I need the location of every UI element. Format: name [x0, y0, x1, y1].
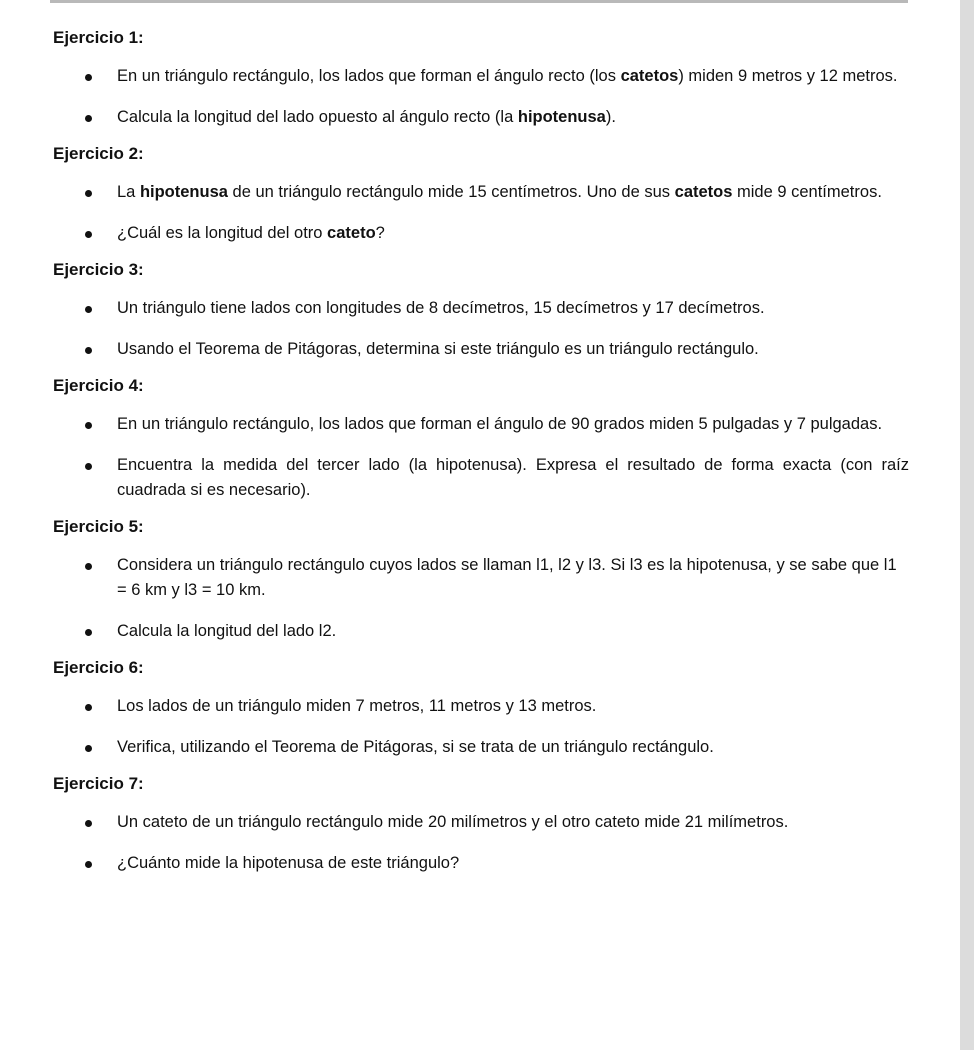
bullet-icon	[85, 422, 92, 429]
bold-term: cateto	[327, 224, 376, 242]
exercise-title: Ejercicio 2:	[53, 144, 144, 163]
exercise-list	[53, 694, 909, 760]
text-run: de un triángulo rectángulo mide 15 centímetros. Uno de sus	[227, 183, 675, 201]
bullet-icon	[85, 745, 92, 752]
text-run: mide 9 centímetros.	[732, 183, 882, 201]
exercise-title: Ejercicio 6:	[53, 658, 144, 677]
list-item	[53, 105, 909, 130]
text-run: La	[117, 183, 140, 201]
bullet-icon	[85, 231, 92, 238]
list-item	[53, 221, 909, 246]
list-item	[53, 553, 909, 603]
bullet-icon	[85, 115, 92, 122]
list-item	[53, 735, 909, 760]
exercise-title: Ejercicio 4:	[53, 376, 144, 395]
list-item	[53, 453, 909, 503]
bold-term: hipotenusa	[139, 183, 228, 201]
text-run: Encuentra la medida del tercer lado (la hipotenusa). Expresa el resultado de forma exacta (con raíz cuadrada si es necesario).	[117, 456, 909, 499]
list-item	[53, 64, 909, 89]
exercise-title: Ejercicio 1:	[53, 28, 144, 47]
text-run: Usando el Teorema de Pitágoras, determina si este triángulo es un triángulo rectángulo.	[117, 340, 759, 358]
exercise-4	[53, 375, 909, 503]
bullet-icon	[85, 190, 92, 197]
list-item	[53, 694, 909, 719]
text-run: Un triángulo tiene lados con longitudes de 8 decímetros, 15 decímetros y 17 decímetros.	[117, 299, 765, 317]
exercise-6	[53, 657, 909, 760]
text-run: Considera un triángulo rectángulo cuyos lados se llaman l1, l2 y l3. Si l3 es la hipotenusa, y se sabe que l1 = 6 km y l3 = 10 km.	[117, 556, 897, 599]
text-run: ¿Cuánto mide la hipotenusa de este triángulo?	[117, 854, 460, 872]
text-run: ).	[605, 108, 616, 126]
exercise-7	[53, 773, 909, 876]
list-item	[53, 337, 909, 362]
text-run: Verifica, utilizando el Teorema de Pitágoras, si se trata de un triángulo rectángulo.	[117, 738, 714, 756]
bullet-icon	[85, 629, 92, 636]
list-item	[53, 296, 909, 321]
bullet-icon	[85, 74, 92, 81]
exercise-list	[53, 810, 909, 876]
bullet-icon	[85, 347, 92, 354]
bullet-icon	[85, 704, 92, 711]
text-run: Calcula la longitud del lado l2.	[117, 622, 337, 640]
list-item	[53, 619, 909, 644]
document-body	[53, 27, 909, 889]
text-run: ?	[375, 224, 385, 242]
scrollbar-track[interactable]	[960, 0, 974, 1050]
exercise-5	[53, 516, 909, 644]
text-run: ) miden 9 metros y 12 metros.	[678, 67, 898, 85]
exercise-list	[53, 553, 909, 644]
bullet-icon	[85, 306, 92, 313]
bold-term: hipotenusa	[517, 108, 606, 126]
bullet-icon	[85, 861, 92, 868]
exercise-1	[53, 27, 909, 130]
top-divider	[50, 0, 908, 3]
list-item	[53, 851, 909, 876]
bullet-icon	[85, 820, 92, 827]
text-run: ¿Cuál es la longitud del otro	[117, 224, 328, 242]
bold-term: catetos	[674, 183, 733, 201]
text-run: Los lados de un triángulo miden 7 metros, 11 metros y 13 metros.	[117, 697, 597, 715]
exercise-list	[53, 180, 909, 246]
exercise-list	[53, 64, 909, 130]
exercise-2	[53, 143, 909, 246]
exercise-title: Ejercicio 7:	[53, 774, 144, 793]
text-run: En un triángulo rectángulo, los lados que forman el ángulo de 90 grados miden 5 pulgadas y 7 pulgadas.	[117, 415, 883, 433]
text-run: Un cateto de un triángulo rectángulo mide 20 milímetros y el otro cateto mide 21 milímetros.	[117, 813, 789, 831]
exercise-list	[53, 412, 909, 503]
list-item	[53, 810, 909, 835]
exercise-list	[53, 296, 909, 362]
text-run: Calcula la longitud del lado opuesto al ángulo recto (la	[117, 108, 518, 126]
exercise-title: Ejercicio 5:	[53, 517, 144, 536]
text-run: En un triángulo rectángulo, los lados que forman el ángulo recto (los	[117, 67, 621, 85]
exercise-3	[53, 259, 909, 362]
list-item	[53, 412, 909, 437]
bullet-icon	[85, 463, 92, 470]
list-item	[53, 180, 909, 205]
bullet-icon	[85, 563, 92, 570]
exercise-title: Ejercicio 3:	[53, 260, 144, 279]
bold-term: catetos	[620, 67, 679, 85]
